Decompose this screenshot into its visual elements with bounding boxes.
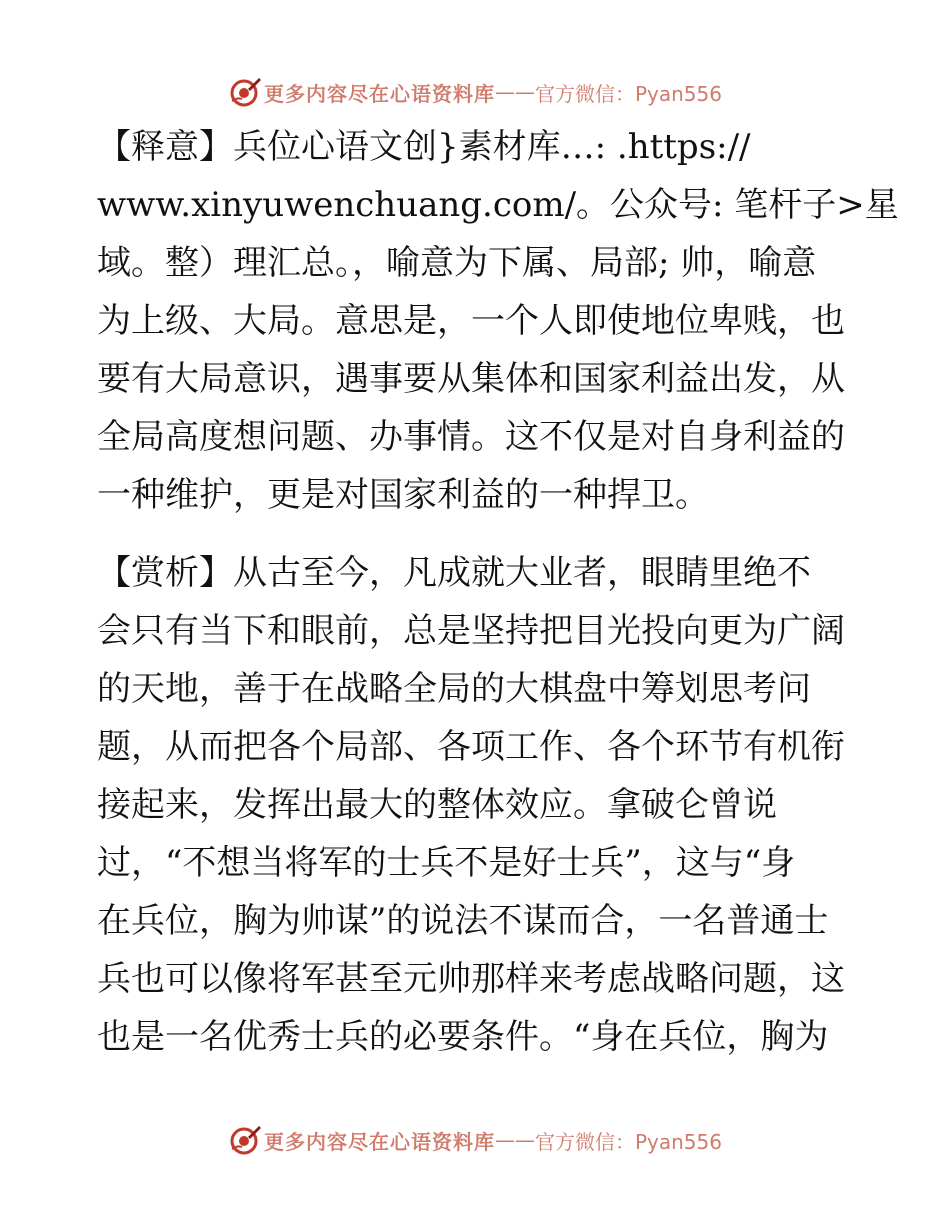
text-line: 兵也可以像将军甚至元帅那样来考虑战略问题，这 bbox=[97, 959, 845, 999]
watermark-brand-text: 更多内容尽在心语资料库 bbox=[263, 1129, 495, 1154]
text-line: 【赏析】从古至今，凡成就大业者，眼睛里绝不 bbox=[97, 553, 811, 593]
text-line: 全局高度想问题、办事情。这不仅是对自身利益的 bbox=[97, 417, 845, 457]
text-line: 题，从而把各个局部、各项工作、各个环节有机衔 bbox=[97, 727, 845, 767]
text-line: www.xinyuwenchuang.com/。公众号: 笔杆子>星 bbox=[97, 185, 899, 225]
text-line: 【释意】兵位心语文创}素材库…: .https:// bbox=[97, 127, 751, 167]
text-line: 在兵位，胸为帅谋”的说法不谋而合，一名普通士 bbox=[97, 901, 829, 941]
text-line: 接起来，发挥出最大的整体效应。拿破仑曾说 bbox=[97, 785, 777, 825]
watermark-brand-text: 更多内容尽在心语资料库 bbox=[263, 81, 495, 106]
document-body bbox=[97, 118, 899, 1066]
paragraph-spacer bbox=[97, 524, 855, 544]
text-line: 要有大局意识，遇事要从集体和国家利益出发，从 bbox=[97, 359, 845, 399]
text-line: 也是一名优秀士兵的必要条件。“身在兵位，胸为 bbox=[97, 1017, 829, 1057]
brush-pen-logo-icon bbox=[228, 75, 262, 109]
text-line: 一种维护，更是对国家利益的一种捍卫。 bbox=[97, 475, 709, 515]
paragraph-meaning bbox=[97, 118, 899, 524]
paragraph-appreciation bbox=[97, 544, 855, 1066]
brush-pen-logo-icon bbox=[228, 1123, 262, 1157]
watermark-contact-text: 官方微信：Pyan556 bbox=[534, 1129, 722, 1154]
text-line: 的天地，善于在战略全局的大棋盘中筹划思考问 bbox=[97, 669, 811, 709]
header-watermark bbox=[0, 72, 950, 112]
text-line: 域。整）理汇总。，喻意为下属、局部; 帅，喻意 bbox=[97, 243, 817, 283]
watermark-separator: —— bbox=[494, 80, 535, 104]
watermark-separator: —— bbox=[494, 1128, 535, 1152]
text-line: 会只有当下和眼前，总是坚持把目光投向更为广阔 bbox=[97, 611, 845, 651]
watermark-contact-text: 官方微信：Pyan556 bbox=[534, 81, 722, 106]
footer-watermark bbox=[0, 1120, 950, 1160]
text-line: 过，“不想当将军的士兵不是好士兵”，这与“身 bbox=[97, 843, 796, 883]
text-line: 为上级、大局。意思是，一个人即使地位卑贱，也 bbox=[97, 301, 845, 341]
